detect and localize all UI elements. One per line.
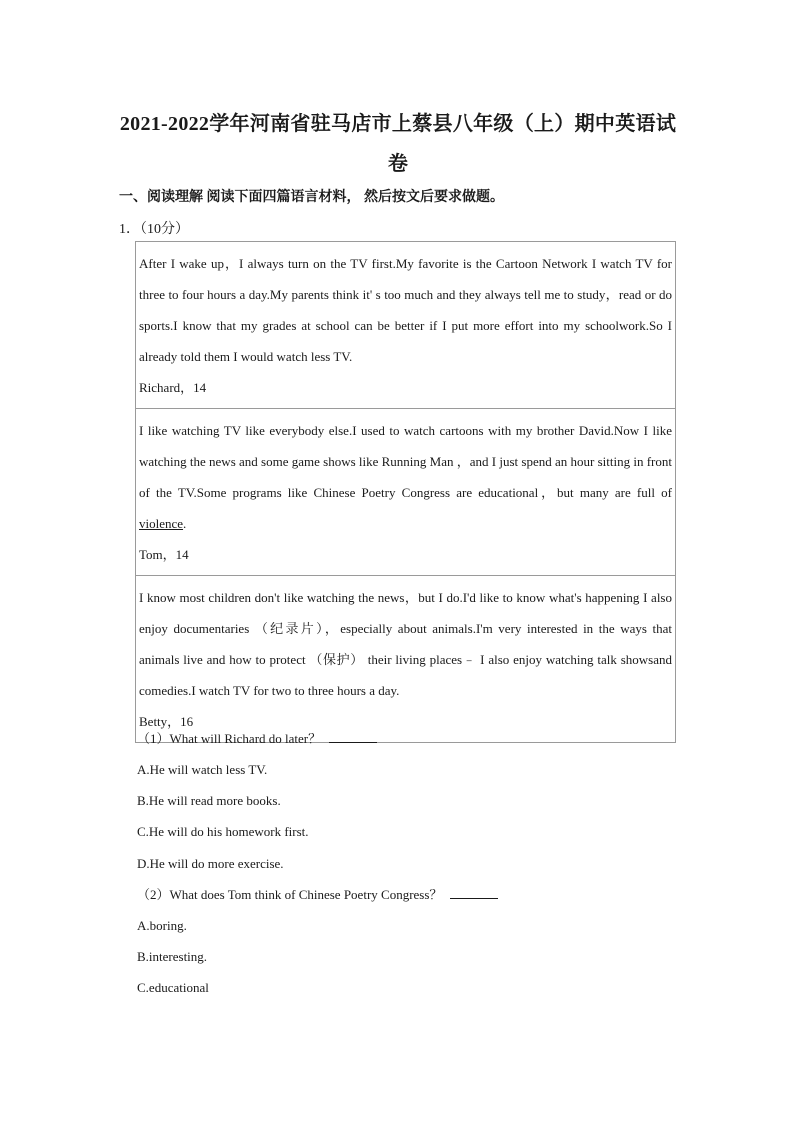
option-c: C.He will do his homework first.	[137, 824, 309, 839]
passage-body: I like watching TV like everybody else.I used to watch cartoons with my brother David.Now I like watching the news and some game shows like Running Man ，and I just spend an hour sitting in front of the TV.Some programs like Chinese Poetry Congress are educational，but many are full of	[139, 423, 672, 500]
passage-richard	[136, 242, 675, 409]
page-title: 2021-2022学年河南省驻马店市上蔡县八年级（上）期中英语试卷	[119, 113, 677, 175]
passage-text	[139, 415, 672, 539]
passage-body-end: .	[183, 516, 187, 531]
passage-author: Richard，14	[139, 380, 207, 395]
answer-blank	[450, 886, 498, 899]
option-a: A.boring.	[137, 918, 187, 933]
passage-body: I know most children don't like watching the news，but I do.I'd like to know what's happening I also enjoy documentaries （纪录片），especially about animals.I'm very interested in the ways that animals live and how to protect （保护） their living places﹣ I also enjoy watching talk showsand comedies.I watch TV for two to three hours a day.	[139, 590, 672, 698]
question-text: （1）What will Richard do later？	[137, 731, 322, 746]
passage-text	[139, 248, 672, 372]
passage-author: Betty，16	[139, 714, 194, 729]
option-a: A.He will watch less TV.	[137, 762, 268, 777]
passage-body: After I wake up，I always turn on the TV first.My favorite is the Cartoon Network I watch TV for three to four hours a day.My parents think it' s too much and they always tell me to study，read or do sports.I know that my grades at school can be better if I put more effort into my schoolwork.So I already told them I would watch less TV.	[139, 256, 672, 364]
question-text: （2）What does Tom think of Chinese Poetry Congress？	[137, 887, 443, 902]
passage-tom	[136, 409, 675, 576]
option-d: D.He will do more exercise.	[137, 856, 284, 871]
option-c: C.educational	[137, 980, 209, 995]
question-prompt	[137, 730, 377, 748]
passage-text	[139, 582, 672, 706]
passage-table	[135, 241, 676, 743]
answer-blank	[329, 730, 377, 743]
section-heading: 一、阅读理解 阅读下面四篇语言材料， 然后按文后要求做题。	[119, 190, 504, 205]
passage-author: Tom，14	[139, 547, 189, 562]
option-b: B.He will read more books.	[137, 793, 281, 808]
underlined-word: violence	[139, 516, 184, 531]
question-prompt	[137, 886, 498, 904]
option-b: B.interesting.	[137, 949, 208, 964]
passage-betty	[136, 576, 675, 742]
question-number: 1．（10分）	[119, 222, 189, 237]
